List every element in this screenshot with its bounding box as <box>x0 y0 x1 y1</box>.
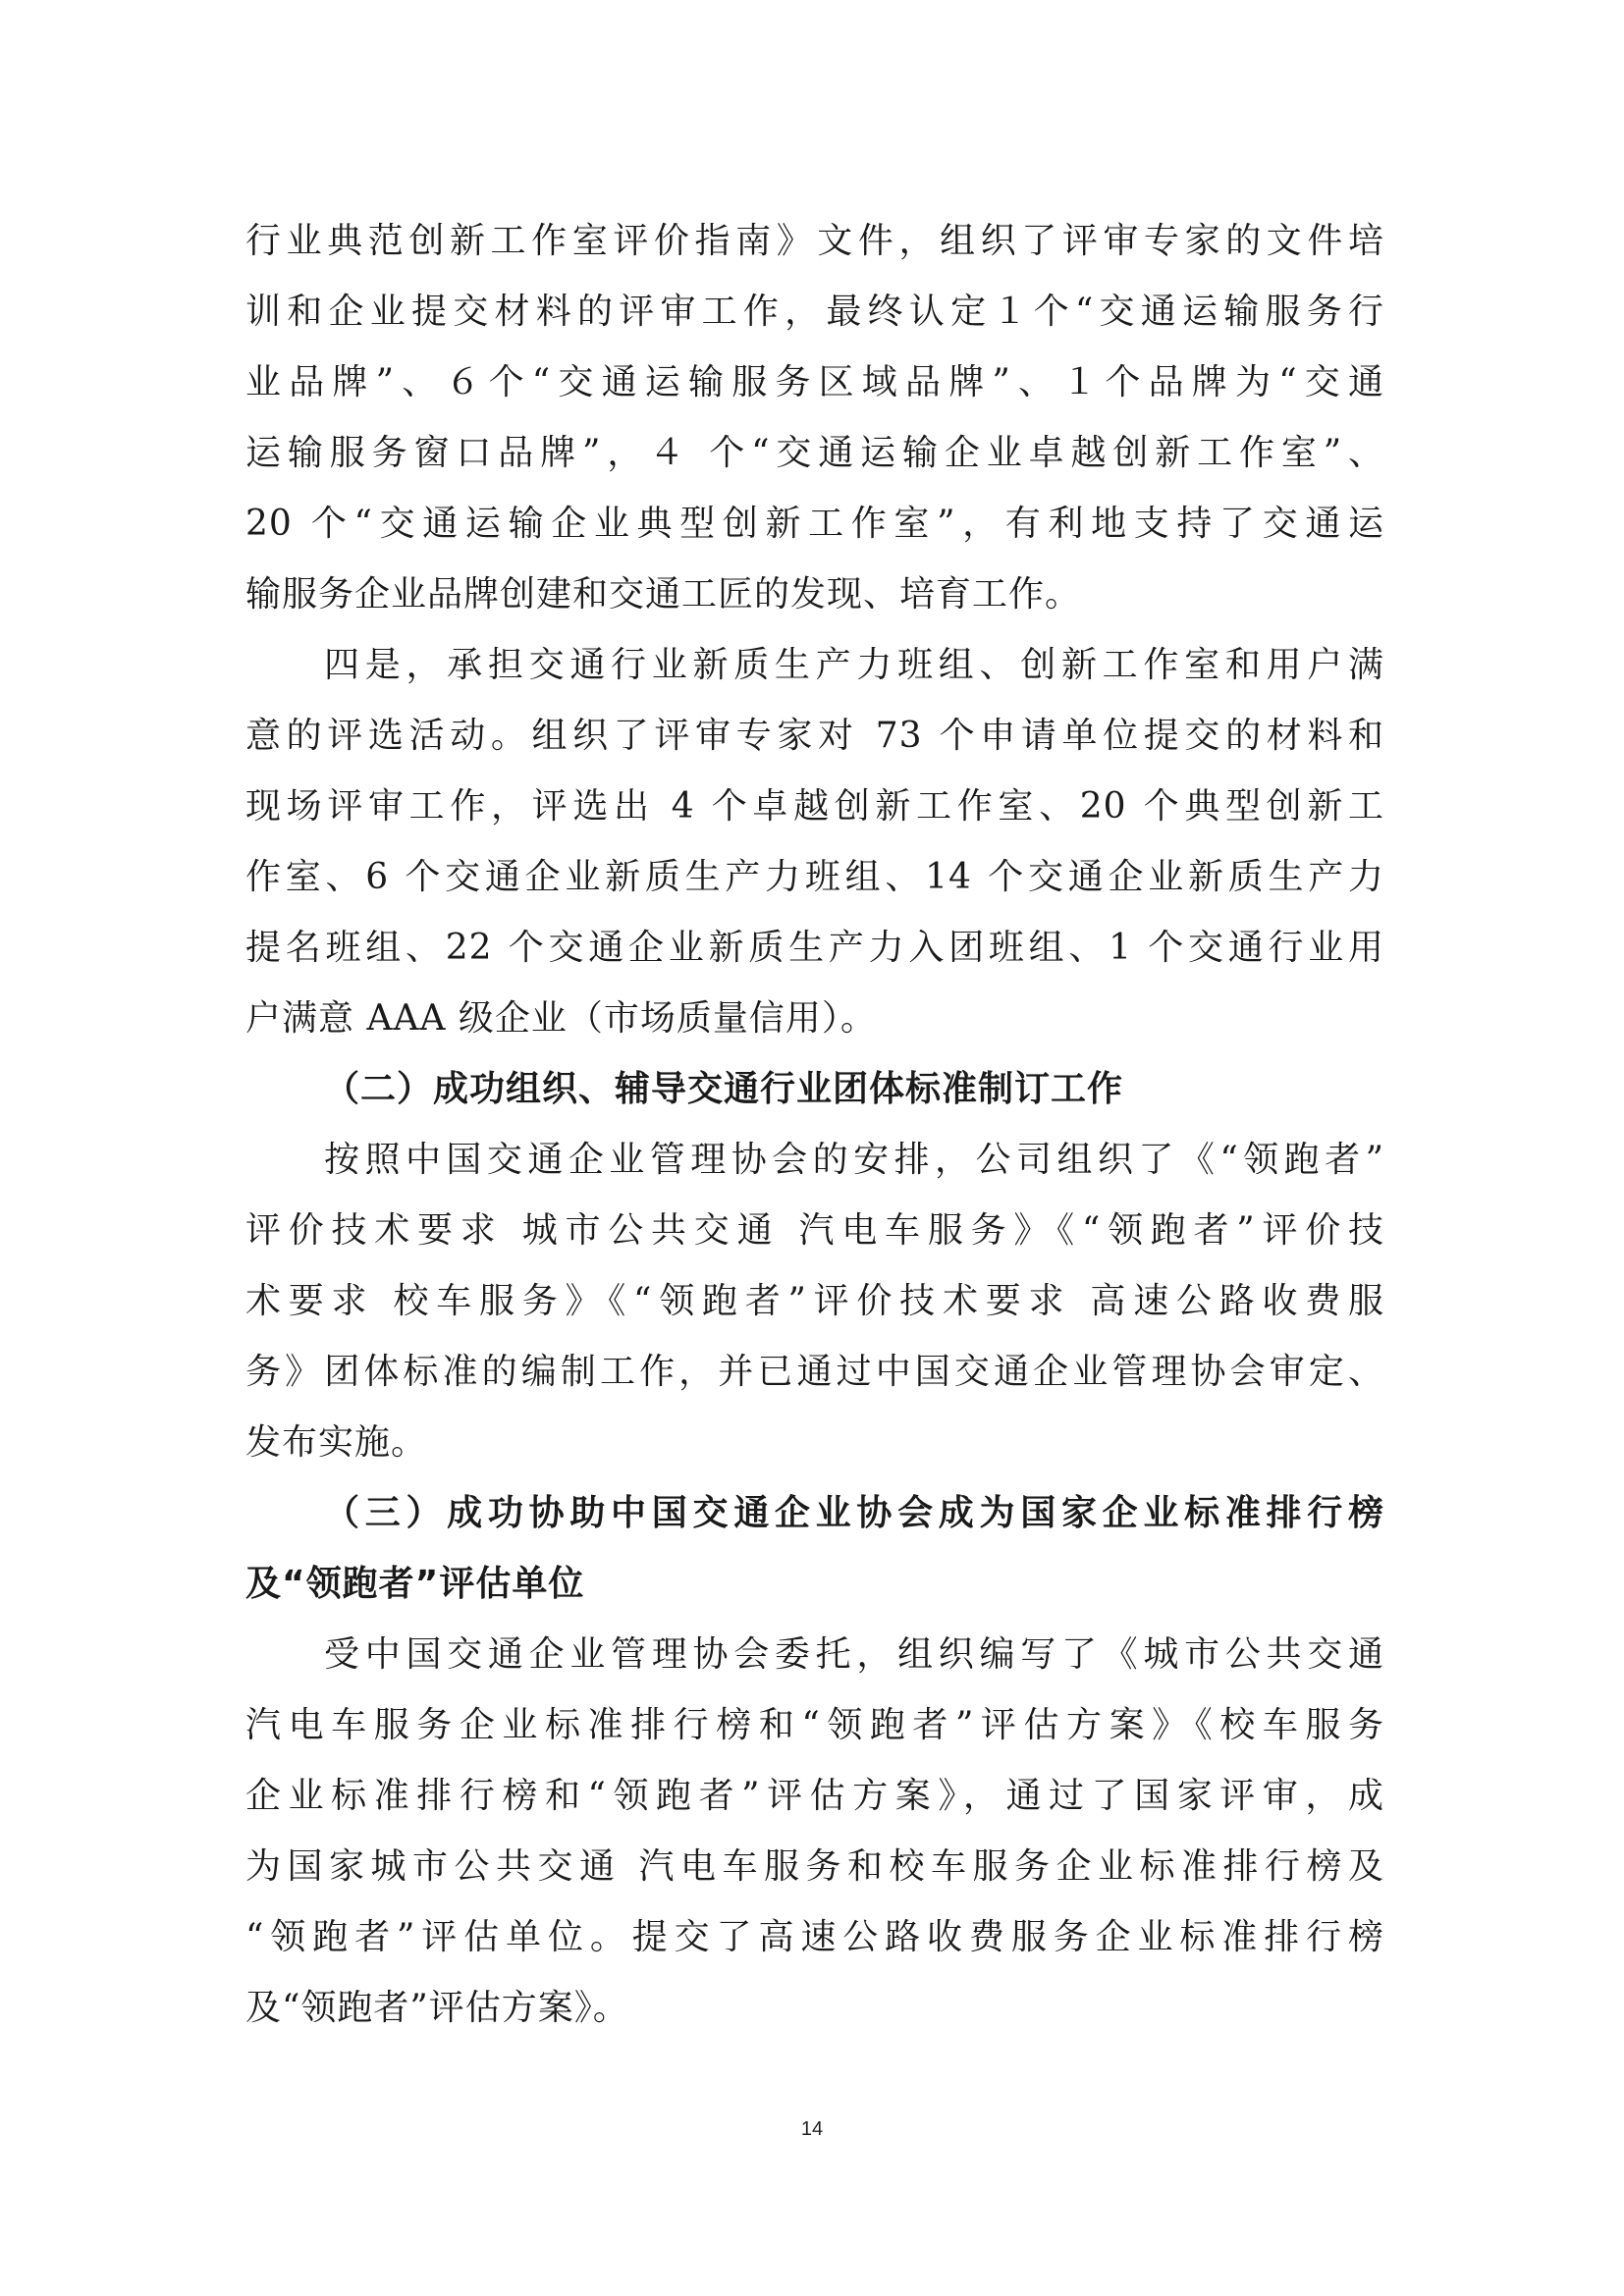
heading-line: （二）成功组织、辅导交通行业团体标准制订工作 <box>324 1069 1124 1109</box>
page-number: 14 <box>800 2118 824 2140</box>
page-content <box>245 206 1384 2044</box>
text-line: 行业典范创新工作室评价指南》文件，组织了评审专家的文件培 <box>245 221 1384 261</box>
body-paragraph <box>245 206 1384 630</box>
heading-line: 及“领跑者”评估单位 <box>245 1564 585 1604</box>
body-paragraph <box>245 1125 1384 1478</box>
text-line: 按照中国交通企业管理协会的安排，公司组织了《“领跑者” <box>324 1140 1384 1180</box>
text-line: 务》团体标准的编制工作，并已通过中国交通企业管理协会审定、 <box>245 1352 1384 1392</box>
text-line: 作室、6 个交通企业新质生产力班组、14 个交通企业新质生产力 <box>245 857 1384 897</box>
body-paragraph <box>245 1620 1384 2044</box>
text-line: “领跑者”评估单位。提交了高速公路收费服务企业标准排行榜 <box>245 1917 1384 1957</box>
text-line: 企业标准排行榜和“领跑者”评估方案》，通过了国家评审，成 <box>245 1776 1384 1816</box>
text-line: 输服务企业品牌创建和交通工匠的发现、培育工作。 <box>245 574 1082 614</box>
text-line: 术要求 校车服务》《“领跑者”评价技术要求 高速公路收费服 <box>245 1281 1384 1321</box>
heading-line: （三）成功协助中国交通企业协会成为国家企业标准排行榜 <box>324 1493 1384 1533</box>
text-line: 意的评选活动。组织了评审专家对 73 个申请单位提交的材料和 <box>245 716 1384 756</box>
text-line: 业品牌”、６个“交通运输服务区域品牌”、１个品牌为“交通 <box>245 362 1384 402</box>
text-line: 户满意 AAA 级企业（市场质量信用）。 <box>245 998 877 1039</box>
text-line: 20 个“交通运输企业典型创新工作室”，有利地支持了交通运 <box>245 504 1384 544</box>
text-line: 为国家城市公共交通 汽电车服务和校车服务企业标准排行榜及 <box>245 1846 1384 1887</box>
section-heading <box>245 1478 1384 1620</box>
text-line: 及“领跑者”评估方案》。 <box>245 1988 629 2028</box>
text-line: 评价技术要求 城市公共交通 汽电车服务》《“领跑者”评价技 <box>245 1210 1384 1251</box>
text-line: 提名班组、22 个交通企业新质生产力入团班组、1 个交通行业用 <box>245 928 1384 968</box>
text-line: 现场评审工作，评选出 4 个卓越创新工作室、20 个典型创新工 <box>245 786 1384 827</box>
text-line: 发布实施。 <box>245 1422 428 1463</box>
text-line: 受中国交通企业管理协会委托，组织编写了《城市公共交通 <box>324 1634 1384 1675</box>
text-line: 汽电车服务企业标准排行榜和“领跑者”评估方案》《校车服务 <box>245 1705 1384 1745</box>
text-line: 运输服务窗口品牌”，４ 个“交通运输企业卓越创新工作室”、 <box>245 433 1384 473</box>
text-line: 训和企业提交材料的评审工作，最终认定１个“交通运输服务行 <box>245 292 1384 332</box>
text-line: 四是，承担交通行业新质生产力班组、创新工作室和用户满 <box>324 645 1384 685</box>
body-paragraph <box>245 630 1384 1054</box>
section-heading <box>245 1054 1384 1125</box>
